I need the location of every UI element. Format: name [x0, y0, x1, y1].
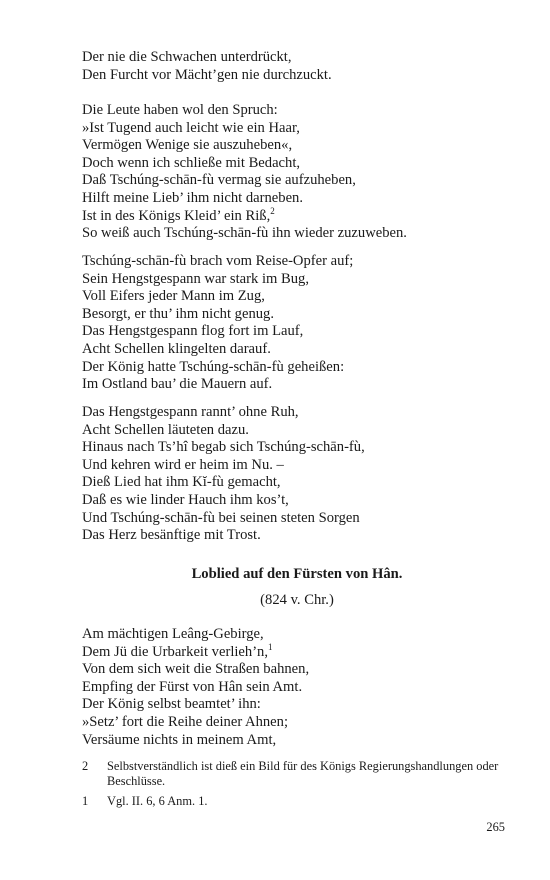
- verse-line: Vermögen Wenige sie auszuheben«,: [82, 137, 293, 154]
- verse-line: Acht Schellen klingelten darauf.: [82, 340, 271, 357]
- stanza: [82, 404, 512, 545]
- verse-line: Und Tschúng-schān-fù bei seinen steten Sorgen: [82, 509, 360, 526]
- verse-line: »Ist Tugend auch leicht wie ein Haar,: [82, 119, 300, 136]
- footnote-number: 2: [82, 759, 89, 773]
- verse-line: Acht Schellen läuteten dazu.: [82, 421, 249, 438]
- footnote: [82, 794, 512, 809]
- verse-line: Daß Tschúng-schān-fù vermag sie aufzuheben,: [82, 172, 356, 189]
- page-number: 265: [486, 820, 505, 834]
- verse-line: Voll Eifers jeder Mann im Zug,: [82, 288, 265, 305]
- verse-line-with-footnote: [82, 641, 512, 662]
- verse-line: Hinaus nach Ts’hî begab sich Tschúng-schān-fù,: [82, 439, 365, 456]
- verse-line: Das Herz besänftige mit Trost.: [82, 527, 261, 544]
- stanza: [82, 626, 512, 749]
- verse-line-text: Dem Jü die Urbarkeit verlieh’n,: [82, 643, 269, 660]
- verse-line: So weiß auch Tschúng-schān-fù ihn wieder zuzuweben.: [82, 225, 407, 242]
- footnote-text: Selbstverständlich ist dieß ein Bild für des Königs Regierungshandlungen oder Beschlüsse.: [107, 759, 499, 789]
- footnotes: [82, 759, 512, 813]
- footnote-number: 1: [82, 793, 89, 808]
- verse-line: Der König selbst beamtet’ ihn:: [82, 696, 261, 713]
- verse-line: Versäume nichts in meinem Amt,: [82, 731, 277, 748]
- footnote-text: Vgl. II. 6, 6 Anm. 1.: [107, 793, 208, 808]
- poem-date: (824 v. Chr.): [260, 592, 334, 608]
- verse-line: Der nie die Schwachen unterdrückt,: [82, 49, 292, 65]
- verse-line: Im Ostland bau’ die Mauern auf.: [82, 376, 273, 393]
- verse-line: Hilft meine Lieb’ ihm nicht darneben.: [82, 189, 303, 206]
- verse-line: Tschúng-schān-fù brach vom Reise-Opfer auf;: [82, 253, 354, 269]
- verse-line: Das Hengstgespann rannt’ ohne Ruh,: [82, 404, 299, 420]
- verse-line: Der König hatte Tschúng-schān-fù geheißen:: [82, 358, 345, 375]
- stanza: [82, 253, 512, 394]
- verse-line: »Setz’ fort die Reihe deiner Ahnen;: [82, 713, 289, 730]
- verse-line: Empfing der Fürst von Hân sein Amt.: [82, 678, 303, 695]
- verse-line: Den Furcht vor Mächt’gen nie durchzuckt.: [82, 66, 332, 83]
- footnote-marker[interactable]: 1: [268, 641, 273, 652]
- verse-line: Dieß Lied hat ihm Kĭ-fù gemacht,: [82, 474, 281, 491]
- verse-line-text: Ist in des Königs Kleid’ ein Riß,: [82, 207, 271, 224]
- verse-line: Von dem sich weit die Straßen bahnen,: [82, 661, 310, 678]
- verse-line: Sein Hengstgespann war stark im Bug,: [82, 270, 309, 287]
- verse-line: Besorgt, er thu’ ihm nicht genug.: [82, 305, 274, 322]
- footnote-marker[interactable]: 2: [270, 205, 275, 216]
- verse-line: Die Leute haben wol den Spruch:: [82, 102, 278, 118]
- stanza: [82, 49, 512, 84]
- stanza: [82, 102, 512, 243]
- verse-line: Doch wenn ich schließe mit Bedacht,: [82, 154, 301, 171]
- verse-line: Daß es wie linder Hauch ihm kos’t,: [82, 491, 289, 508]
- verse-line: Das Hengstgespann flog fort im Lauf,: [82, 323, 304, 340]
- footnote: [82, 759, 512, 790]
- verse-line: Und kehren wird er heim im Nu. –: [82, 456, 284, 473]
- verse-line: Am mächtigen Leâng-Gebirge,: [82, 626, 264, 642]
- verse-line-with-footnote: [82, 205, 512, 226]
- poem-title: Loblied auf den Fürsten von Hân.: [191, 566, 403, 582]
